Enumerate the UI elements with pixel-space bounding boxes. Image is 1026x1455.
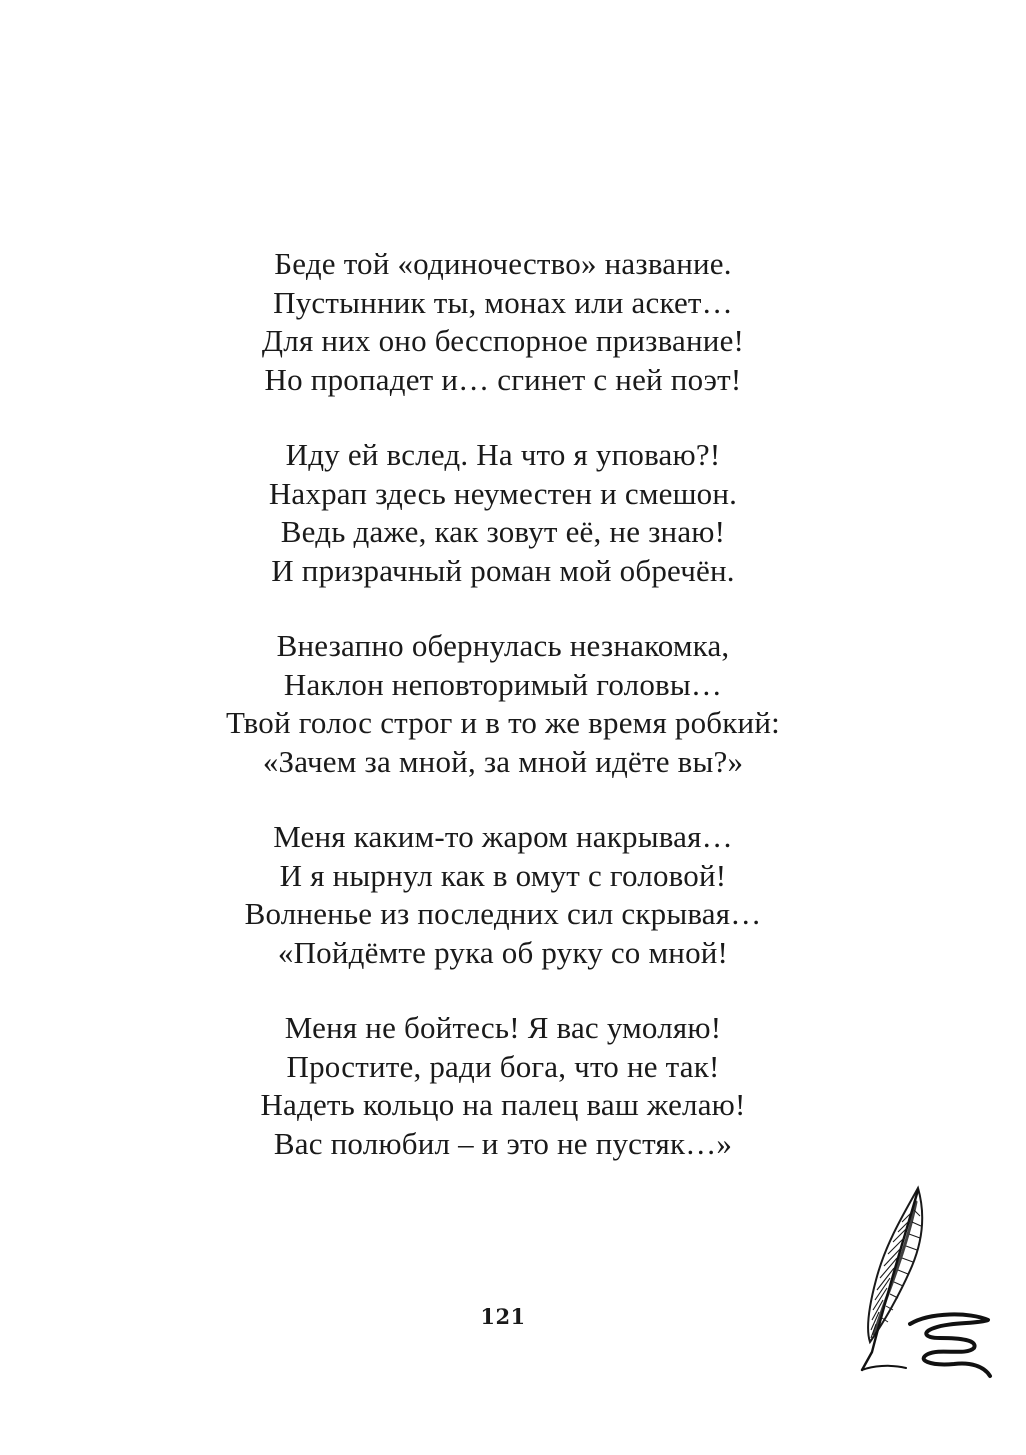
- poem-line: Но пропадет и… сгинет с ней поэт!: [264, 361, 742, 397]
- poem-line: Меня не бойтесь! Я вас умоляю!: [284, 1010, 722, 1045]
- poem-line: Надеть кольцо на палец ваш желаю!: [260, 1087, 746, 1122]
- poem-line: Внезапно обернулась незнакомка,: [276, 628, 730, 663]
- stanza-5: [0, 1009, 1006, 1163]
- stanza-1: [0, 245, 1006, 399]
- poem-line: Твой голос строг и в то же время робкий:: [226, 705, 780, 740]
- poem-line: Наклон неповторимый головы…: [283, 666, 723, 702]
- poem-line: Пустынник ты, монах или аскет…: [273, 284, 733, 320]
- stanza-2: [0, 436, 1006, 590]
- poem-line: Простите, ради бога, что не так!: [286, 1048, 720, 1084]
- poem-line: Беде той «одиночество» название.: [274, 246, 732, 281]
- poem-line: «Зачем за мной, за мной идёте вы?»: [262, 743, 744, 779]
- poem-line: Ведь даже, как зовут её, не знаю!: [280, 514, 726, 549]
- poem-line: Нахрап здесь неуместен и смешон.: [268, 475, 738, 511]
- stanza-4: [0, 818, 1006, 972]
- poem-line: Меня каким-то жаром накрывая…: [273, 819, 733, 854]
- poem-line: Волненье из последних сил скрывая…: [244, 896, 762, 931]
- poem-line: Вас полюбил – и это не пустяк…»: [273, 1125, 733, 1161]
- poem-line: «Пойдёмте рука об руку со мной!: [277, 934, 729, 970]
- poem-line: И я нырнул как в омут с головой!: [279, 857, 727, 893]
- stanza-3: [0, 627, 1006, 781]
- poem: [0, 245, 1006, 1200]
- poem-line: Иду ей вслед. На что я уповаю?!: [285, 437, 721, 472]
- page-number: 121: [480, 1304, 526, 1329]
- poem-line: И призрачный роман мой обречён.: [271, 552, 735, 588]
- quill-pen-icon: [850, 1182, 1000, 1382]
- poem-line: Для них оно бесспорное призвание!: [261, 323, 745, 358]
